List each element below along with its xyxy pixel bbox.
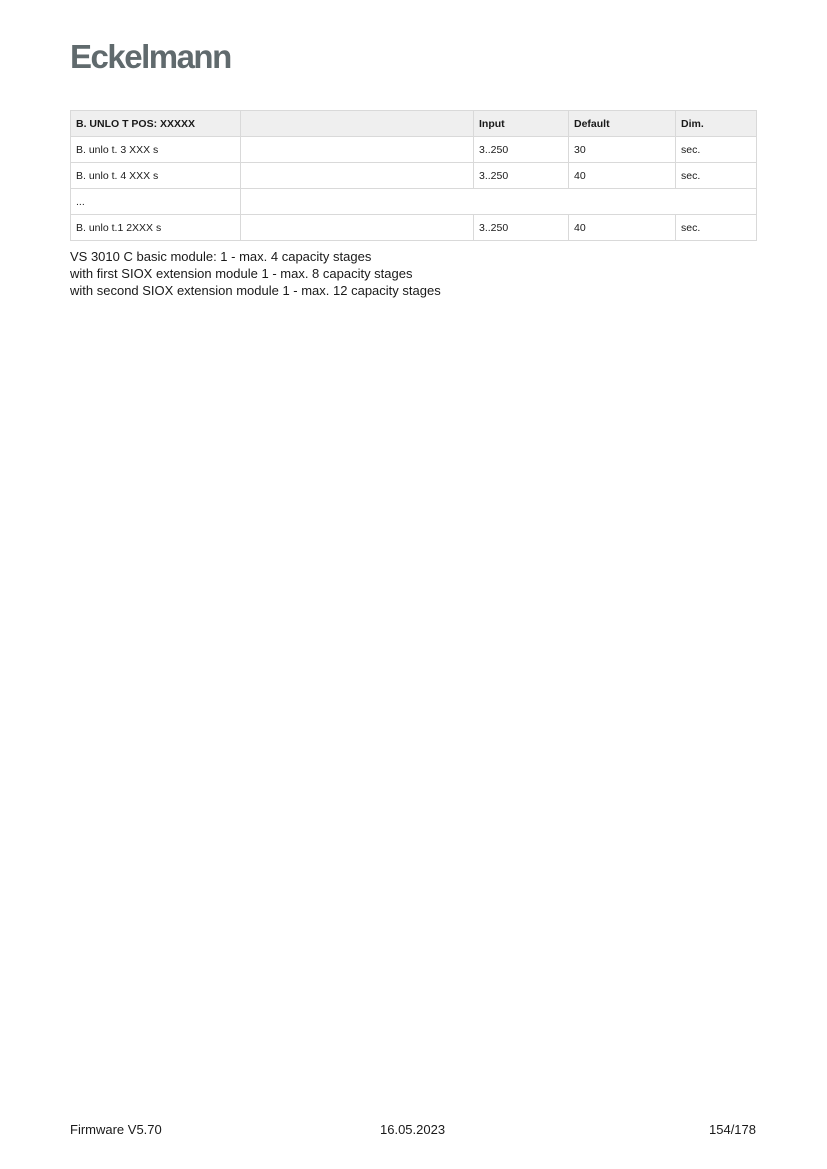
parameter-table [70,110,757,241]
cell-default: 40 [569,215,676,241]
header-dim: Dim. [676,111,757,137]
cell-default: 30 [569,137,676,163]
cell-input: 3..250 [474,137,569,163]
cell-description [241,189,757,215]
cell-name: B. unlo t.1 2XXX s [71,215,241,241]
cell-default: 40 [569,163,676,189]
table-row [71,163,757,189]
table-row [71,137,757,163]
note-line: VS 3010 C basic module: 1 - max. 4 capacity stages [70,249,372,264]
header-description [241,111,474,137]
footer-date: 16.05.2023 [380,1122,446,1137]
cell-input: 3..250 [474,215,569,241]
cell-description [241,215,474,241]
cell-name: B. unlo t. 4 XXX s [71,163,241,189]
cell-dim: sec. [676,137,757,163]
note-line: with second SIOX extension module 1 - max. 12 capacity stages [70,283,441,298]
eckelmann-logo: Eckelmann [70,38,231,75]
cell-description [241,137,474,163]
header-default: Default [569,111,676,137]
footer-page-number: 154/178 [709,1122,756,1137]
cell-name: ... [71,189,241,215]
cell-dim: sec. [676,215,757,241]
cell-dim: sec. [676,163,757,189]
footer-firmware: Firmware V5.70 [70,1122,162,1137]
cell-name: B. unlo t. 3 XXX s [71,137,241,163]
table-row-ellipsis [71,189,757,215]
header-input: Input [474,111,569,137]
header-parameter-name: B. UNLO T POS: XXXXX [71,111,241,137]
table-header-row [71,111,757,137]
cell-description [241,163,474,189]
note-line: with first SIOX extension module 1 - max. 8 capacity stages [70,266,413,281]
capacity-notes [70,248,441,299]
table-row [71,215,757,241]
cell-input: 3..250 [474,163,569,189]
